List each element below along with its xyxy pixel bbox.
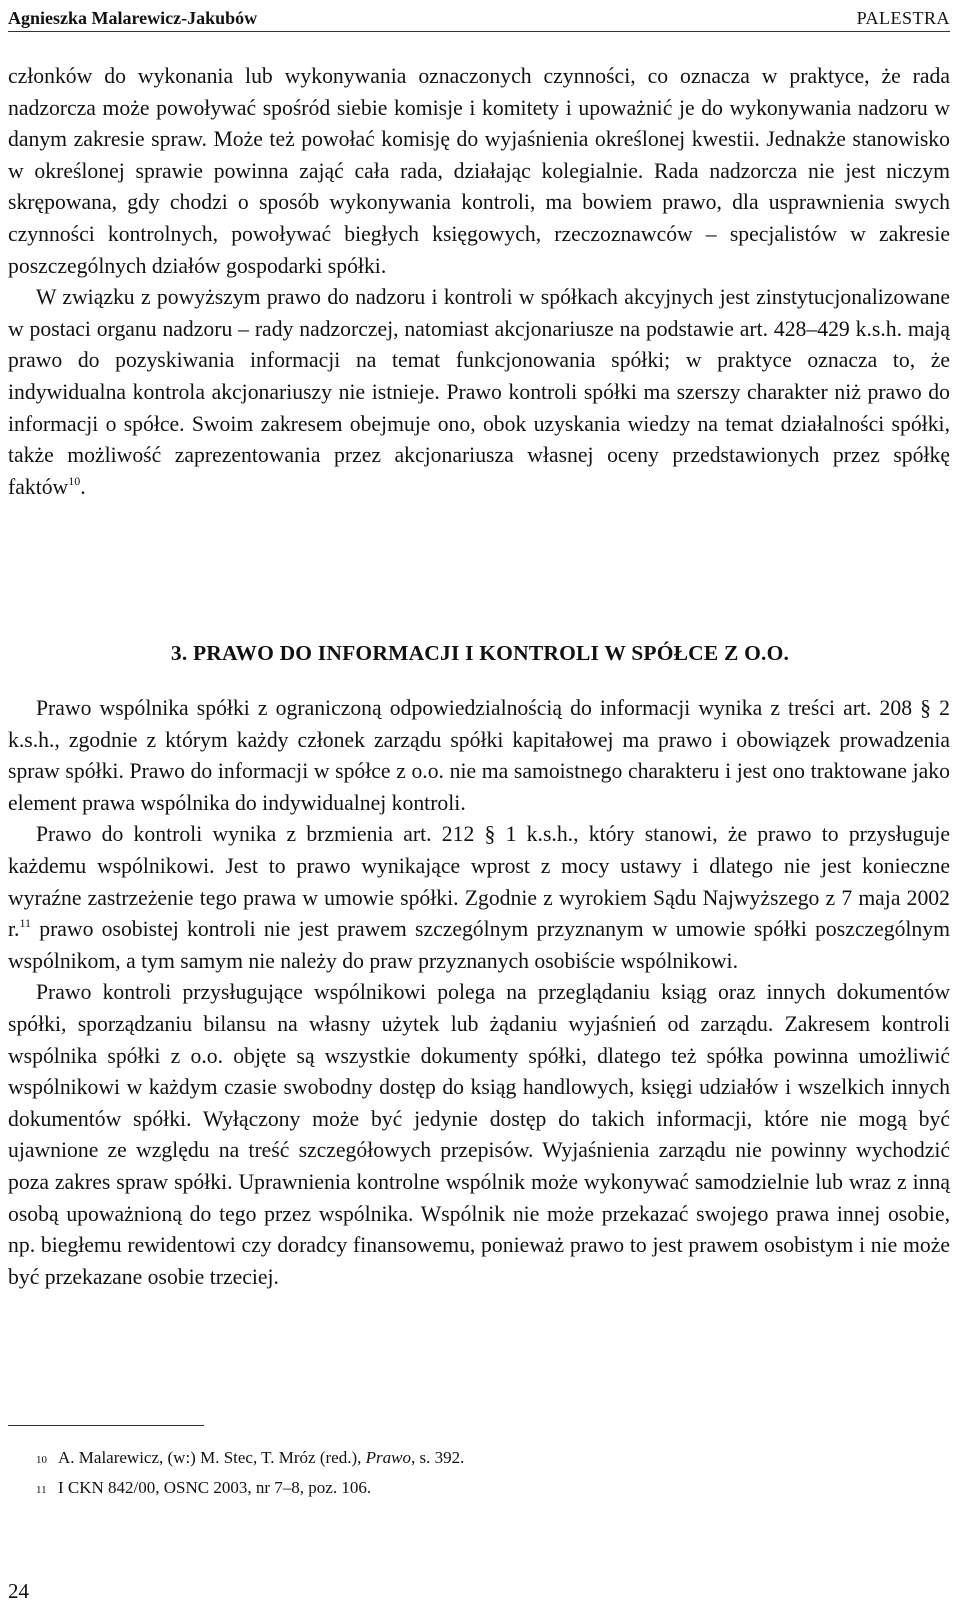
body-text-section-continuation	[8, 61, 950, 503]
paragraph-end: .	[80, 474, 86, 499]
paragraph-control-right	[8, 819, 950, 977]
footnote-11	[36, 1474, 916, 1504]
footnote-ref-10[interactable]: 10	[68, 473, 81, 488]
footnote-rule	[8, 1425, 204, 1426]
footnote-text	[58, 1444, 464, 1471]
footnote-text-after: , s. 392.	[410, 1448, 465, 1467]
footnote-text-before: A. Malarewicz, (w:) M. Stec, T. Mróz (red.),	[58, 1448, 366, 1467]
footnote-10	[36, 1444, 916, 1474]
page-number: 24	[8, 1579, 29, 1603]
footnote-number: 10	[36, 1454, 47, 1466]
paragraph-text: Prawo do kontroli wynika z brzmienia art. 212 § 1 k.s.h., który stanowi, że prawo to przysługuje każdemu wspólnikowi. Jest to prawo wynikające wprost z mocy ustawy i dlatego nie jest konieczne wyraźne zastrzeżenie tego prawa w umowie spółki. Zgodnie z wyrokiem Sądu Najwyższego z 7 maja 2002 r.	[8, 822, 950, 942]
paragraph-information-right: Prawo wspólnika spółki z ograniczoną odpowiedzialnością do informacji wynika z treści art. 208 § 2 k.s.h., zgodnie z którym każdy członek zarządu spółki kapitałowej ma prawo i obowiązek prowadzenia spraw spółki. Prawo do informacji w spółce z o.o. nie ma samoistnego charakteru i jest ono traktowane jako element prawa wspólnika do indywidualnej kontroli.	[8, 696, 950, 815]
running-header	[8, 3, 950, 29]
paragraph-supervisory-board: członków do wykonania lub wykonywania oznaczonych czynności, co oznacza w praktyce, że rada nadzorcza może powoływać spośród siebie komisje i komitety i upoważnić je do wykonywania nadzoru w danym zakresie spraw. Może też powołać komisję do wyjaśnienia określonej kwestii. Jednakże stanowisko w określonej sprawie powinna zająć cała rada, działając kolegialnie. Rada nadzorcza nie jest niczym skrępowana, gdy chodzi o sposób wykonywania kontroli, ma bowiem prawo, dla usprawnienia swych czynności kontrolnych, powoływać biegłych księgowych, rzeczoznawców – specjalistów w zakresie poszczególnych działów gospodarki spółki.	[8, 64, 950, 278]
paragraph-control-rights-joint-stock	[8, 282, 950, 503]
header-author: Agnieszka Malarewicz-Jakubów	[8, 8, 258, 28]
section-heading: 3. PRAWO DO INFORMACJI I KONTROLI W SPÓŁCE Z O.O.	[170, 641, 790, 665]
footnote-text-before: I CKN 842/00, OSNC 2003, nr 7–8, poz. 106.	[58, 1478, 372, 1497]
paragraph-text: W związku z powyższym prawo do nadzoru i kontroli w spółkach akcyjnych jest zinstytucjonalizowane w postaci organu nadzoru – rady nadzorczej, natomiast akcjonariusze na podstawie art. 428–429 k.s.h. mają prawo do pozyskiwania informacji na temat funkcjonowania spółki; w praktyce oznacza to, że indywidualna kontrola akcjonariuszy nie istnieje. Prawo kontroli spółki ma szerszy charakter niż prawo do informacji o spółce. Swoim zakresem obejmuje ono, obok uzyskania wiedzy na temat działalności spółki, także możliwość zaprezentowania przez akcjonariusza własnej oceny przedstawionych przez spółkę faktów	[8, 285, 950, 499]
footnote-number: 11	[36, 1484, 47, 1496]
header-rule	[8, 31, 950, 32]
body-text-section-3	[8, 693, 950, 1293]
footnote-text	[58, 1474, 371, 1501]
paragraph-control-scope: Prawo kontroli przysługujące wspólnikowi polega na przeglądaniu ksiąg oraz innych dokumentów spółki, sporządzaniu bilansu na własny użytek lub żądaniu wyjaśnień od zarządu. Zakresem kontroli wspólnika spółki z o.o. objęte są wszystkie dokumenty spółki, dlatego też spółka powinna umożliwić wspólnikowi w każdym czasie swobodny dostęp do ksiąg handlowych, księgi udziałów i wszelkich innych dokumentów spółki. Wyłączony może być jedynie dostęp do takich informacji, które nie mogą być ujawnione ze względu na treść szczegółowych przepisów. Wyjaśnienia zarządu nie powinny wychodzić poza zakres spraw spółki. Uprawnienia kontrolne wspólnik może wykonywać samodzielnie lub wraz z inną osobą upoważnioną do tego przez wspólnika. Wspólnik nie może przekazać swojego prawa innej osobie, np. biegłemu rewidentowi czy doradcy finansowemu, ponieważ prawo to jest prawem osobistym i nie może być przekazane osobie trzeciej.	[8, 980, 950, 1289]
footnotes	[36, 1444, 916, 1504]
paragraph-end: prawo osobistej kontroli nie jest prawem szczególnym przyznanym w umowie spółki poszczególnym wspólnikom, a tym samym nie należy do praw przyznanych osobiście wspólnikowi.	[8, 917, 950, 973]
header-journal-name: PALESTRA	[856, 8, 950, 28]
footnote-ref-11[interactable]: 11	[19, 916, 32, 931]
footnote-italic-title: Prawo	[365, 1448, 411, 1467]
